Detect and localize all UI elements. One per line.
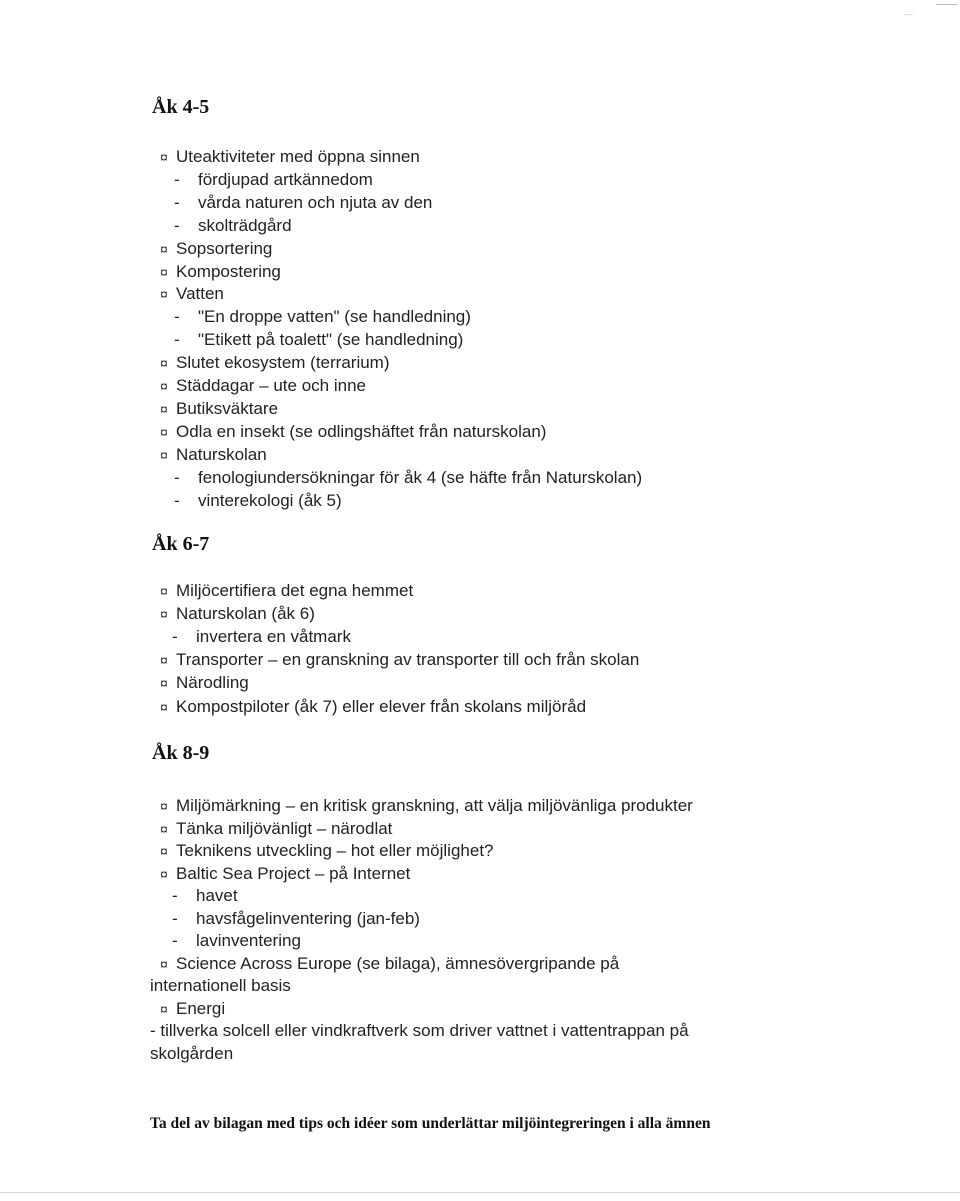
bullet-symbol: ¤ xyxy=(160,400,168,417)
bullet-symbol: ¤ xyxy=(160,423,168,440)
bullet-symbol: ¤ xyxy=(160,263,168,280)
scan-artifact xyxy=(936,4,958,5)
item-text: Science Across Europe (se bilaga), ämnesövergripande på xyxy=(176,953,620,973)
item-text: fördjupad artkännedom xyxy=(198,169,373,189)
item-text: Naturskolan xyxy=(176,444,267,464)
dash-subitem xyxy=(172,626,351,648)
item-text: Butiksväktare xyxy=(176,398,279,418)
item-text: "En droppe vatten" (se handledning) xyxy=(198,307,471,327)
bullet-symbol: ¤ xyxy=(160,955,168,972)
dash-subitem xyxy=(174,306,471,328)
bullet-symbol: ¤ xyxy=(160,652,168,669)
bullet-symbol: ¤ xyxy=(160,286,168,303)
bullet-symbol: ¤ xyxy=(160,820,168,837)
bullet-symbol: ¤ xyxy=(160,1000,168,1017)
item-text: Närodling xyxy=(176,673,249,693)
item-text: Slutet ekosystem (terrarium) xyxy=(176,353,390,373)
bullet-item xyxy=(160,672,249,694)
dash-symbol: - xyxy=(172,886,178,905)
item-text: Städdagar – ute och inne xyxy=(176,376,366,395)
bullet-item xyxy=(160,261,281,283)
bullet-item xyxy=(160,146,420,168)
bullet-item xyxy=(160,398,278,420)
item-text: Odla en insekt (se odlingshäftet från naturskolan) xyxy=(176,421,547,441)
bullet-symbol: ¤ xyxy=(160,865,168,882)
bullet-item xyxy=(160,840,494,862)
bullet-item xyxy=(160,375,366,397)
bullet-item xyxy=(160,238,272,260)
continuation-line xyxy=(150,1020,689,1042)
dash-subitem xyxy=(174,215,292,237)
item-text: Miljömärkning – en kritisk granskning, att välja miljövänliga produkter xyxy=(176,796,693,815)
scan-edge xyxy=(0,1192,960,1193)
dash-subitem xyxy=(174,490,342,512)
section-heading-ak-4-5: Åk 4-5 xyxy=(152,96,210,118)
bullet-symbol: ¤ xyxy=(160,675,168,692)
item-text: Miljöcertifiera det egna hemmet xyxy=(176,581,414,600)
bullet-symbol: ¤ xyxy=(160,698,168,715)
dash-symbol: - xyxy=(172,908,178,928)
dash-subitem xyxy=(172,908,420,930)
dash-symbol: - xyxy=(174,490,180,510)
bullet-symbol: ¤ xyxy=(160,378,168,394)
bullet-item xyxy=(160,352,390,374)
dash-subitem xyxy=(172,885,238,907)
dash-subitem xyxy=(172,930,301,952)
item-text: Transporter – en granskning av transporter till och från skolan xyxy=(176,650,640,670)
item-text: vinterekologi (åk 5) xyxy=(198,490,342,510)
bullet-item xyxy=(160,863,410,885)
bullet-symbol: ¤ xyxy=(160,843,168,859)
bullet-item xyxy=(160,953,619,975)
item-text: Uteaktiviteter med öppna sinnen xyxy=(176,147,420,166)
bullet-symbol: ¤ xyxy=(160,149,168,165)
dash-subitem xyxy=(174,169,373,191)
continuation-line xyxy=(150,1043,233,1065)
item-text: Sopsortering xyxy=(176,238,273,258)
item-text: invertera en våtmark xyxy=(196,627,351,647)
item-text: Tänka miljövänligt – närodlat xyxy=(176,818,393,838)
dash-symbol: - xyxy=(174,169,180,189)
bullet-symbol: ¤ xyxy=(160,446,168,463)
item-text: internationell basis xyxy=(150,976,291,995)
item-text: havet xyxy=(196,886,238,905)
item-text: skolträdgård xyxy=(198,215,292,235)
dash-symbol: - xyxy=(174,307,180,327)
dash-symbol: - xyxy=(172,627,178,647)
item-text: lavinventering xyxy=(196,931,301,950)
bullet-item xyxy=(160,998,225,1020)
item-text: Vatten xyxy=(176,284,224,304)
bullet-symbol: ¤ xyxy=(160,583,168,599)
dash-subitem xyxy=(174,192,432,214)
dash-subitem xyxy=(174,467,642,489)
bullet-item xyxy=(160,421,546,443)
bullet-symbol: ¤ xyxy=(160,240,168,257)
bullet-item xyxy=(160,795,693,817)
section-heading-ak-6-7: Åk 6-7 xyxy=(152,533,210,555)
bullet-item xyxy=(160,283,224,305)
continuation-line xyxy=(150,975,291,997)
bullet-item xyxy=(160,649,639,671)
item-text: Kompostering xyxy=(176,261,281,281)
bullet-item xyxy=(160,818,392,840)
item-text: havsfågelinventering (jan-feb) xyxy=(196,908,420,928)
scan-artifact xyxy=(905,14,913,15)
item-text: Kompostpiloter (åk 7) eller elever från skolans miljöråd xyxy=(176,696,587,716)
dash-symbol: - xyxy=(174,330,180,350)
item-text: Naturskolan (åk 6) xyxy=(176,604,315,624)
footer-note: Ta del av bilagan med tips och idéer som underlättar miljöintegreringen i alla ämnen xyxy=(150,1115,711,1132)
dash-subitem xyxy=(174,329,463,351)
dash-symbol: - xyxy=(174,467,180,487)
item-text: fenologiundersökningar för åk 4 (se häfte från Naturskolan) xyxy=(198,467,643,487)
bullet-item xyxy=(160,603,315,625)
bullet-symbol: ¤ xyxy=(160,606,168,623)
item-text: "Etikett på toalett" (se handledning) xyxy=(198,330,464,350)
dash-symbol: - xyxy=(174,215,180,235)
item-text: Baltic Sea Project – på Internet xyxy=(176,863,411,883)
item-text: Teknikens utveckling – hot eller möjlighet? xyxy=(176,841,494,860)
dash-symbol: - xyxy=(174,192,180,212)
item-text: - tillverka solcell eller vindkraftverk som driver vattnet i vattentrappan på xyxy=(150,1021,689,1040)
section-heading-ak-8-9: Åk 8-9 xyxy=(152,742,210,764)
item-text: vårda naturen och njuta av den xyxy=(198,192,433,212)
item-text: skolgården xyxy=(150,1043,234,1063)
bullet-symbol: ¤ xyxy=(160,355,168,372)
bullet-symbol: ¤ xyxy=(160,798,168,814)
bullet-item xyxy=(160,696,586,718)
dash-symbol: - xyxy=(172,931,178,950)
item-text: Energi xyxy=(176,998,226,1018)
bullet-item xyxy=(160,580,413,602)
bullet-item xyxy=(160,444,267,466)
